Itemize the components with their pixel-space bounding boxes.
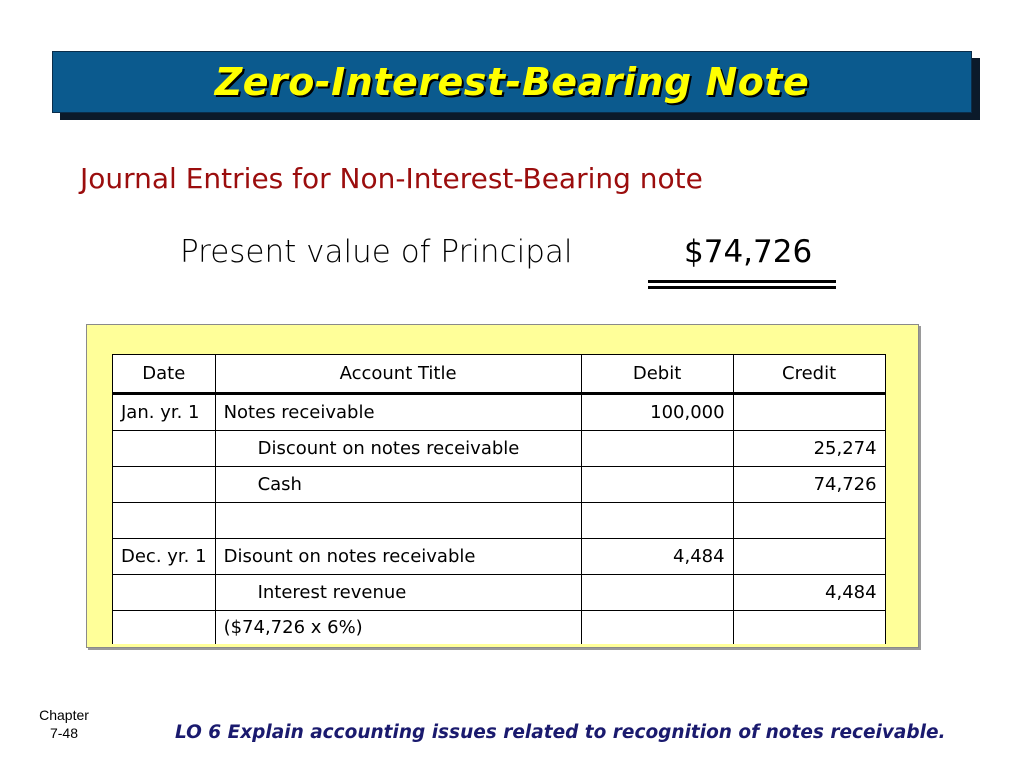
cell-debit <box>581 611 733 645</box>
cell-credit <box>733 611 885 645</box>
header-account-title: Account Title <box>215 355 581 394</box>
cell-credit <box>733 503 885 539</box>
cell-debit: 4,484 <box>581 539 733 575</box>
table-row <box>113 467 886 503</box>
learning-objective: LO 6 Explain accounting issues related to recognition of notes receivable. <box>175 722 946 743</box>
cell-debit <box>581 503 733 539</box>
cell-date <box>113 503 216 539</box>
cell-debit: 100,000 <box>581 394 733 431</box>
cell-debit <box>581 575 733 611</box>
double-underline <box>648 280 836 289</box>
header-credit: Credit <box>733 355 885 394</box>
cell-account: Notes receivable <box>215 394 581 431</box>
cell-account: ($74,726 x 6%) <box>215 611 581 645</box>
cell-credit <box>733 539 885 575</box>
slide-title: Zero-Interest-Bearing Note <box>214 60 810 104</box>
cell-date: Dec. yr. 1 <box>113 539 216 575</box>
journal-table <box>112 354 886 644</box>
header-debit: Debit <box>581 355 733 394</box>
table-row <box>113 394 886 431</box>
cell-credit: 74,726 <box>733 467 885 503</box>
present-value-amount: $74,726 <box>684 234 813 270</box>
chapter-number: 7-48 <box>49 725 79 741</box>
cell-account: Disount on notes receivable <box>215 539 581 575</box>
header-date: Date <box>113 355 216 394</box>
chapter-label <box>30 706 98 742</box>
cell-account: Discount on notes receivable <box>215 431 581 467</box>
cell-account: Interest revenue <box>215 575 581 611</box>
cell-account <box>215 503 581 539</box>
cell-credit: 25,274 <box>733 431 885 467</box>
cell-date <box>113 467 216 503</box>
chapter-label-text: Chapter <box>39 707 89 723</box>
cell-debit <box>581 431 733 467</box>
cell-debit <box>581 467 733 503</box>
table-row <box>113 611 886 645</box>
cell-date <box>113 611 216 645</box>
table-row <box>113 431 886 467</box>
cell-date: Jan. yr. 1 <box>113 394 216 431</box>
cell-credit: 4,484 <box>733 575 885 611</box>
cell-date <box>113 431 216 467</box>
slide-subtitle: Journal Entries for Non-Interest-Bearing note <box>80 162 703 195</box>
present-value-label: Present value of Principal <box>180 234 573 270</box>
table-row <box>113 575 886 611</box>
cell-account: Cash <box>215 467 581 503</box>
table-row <box>113 503 886 539</box>
cell-date <box>113 575 216 611</box>
cell-credit <box>733 394 885 431</box>
table-row <box>113 539 886 575</box>
title-banner <box>52 51 972 113</box>
table-header-row <box>113 355 886 394</box>
